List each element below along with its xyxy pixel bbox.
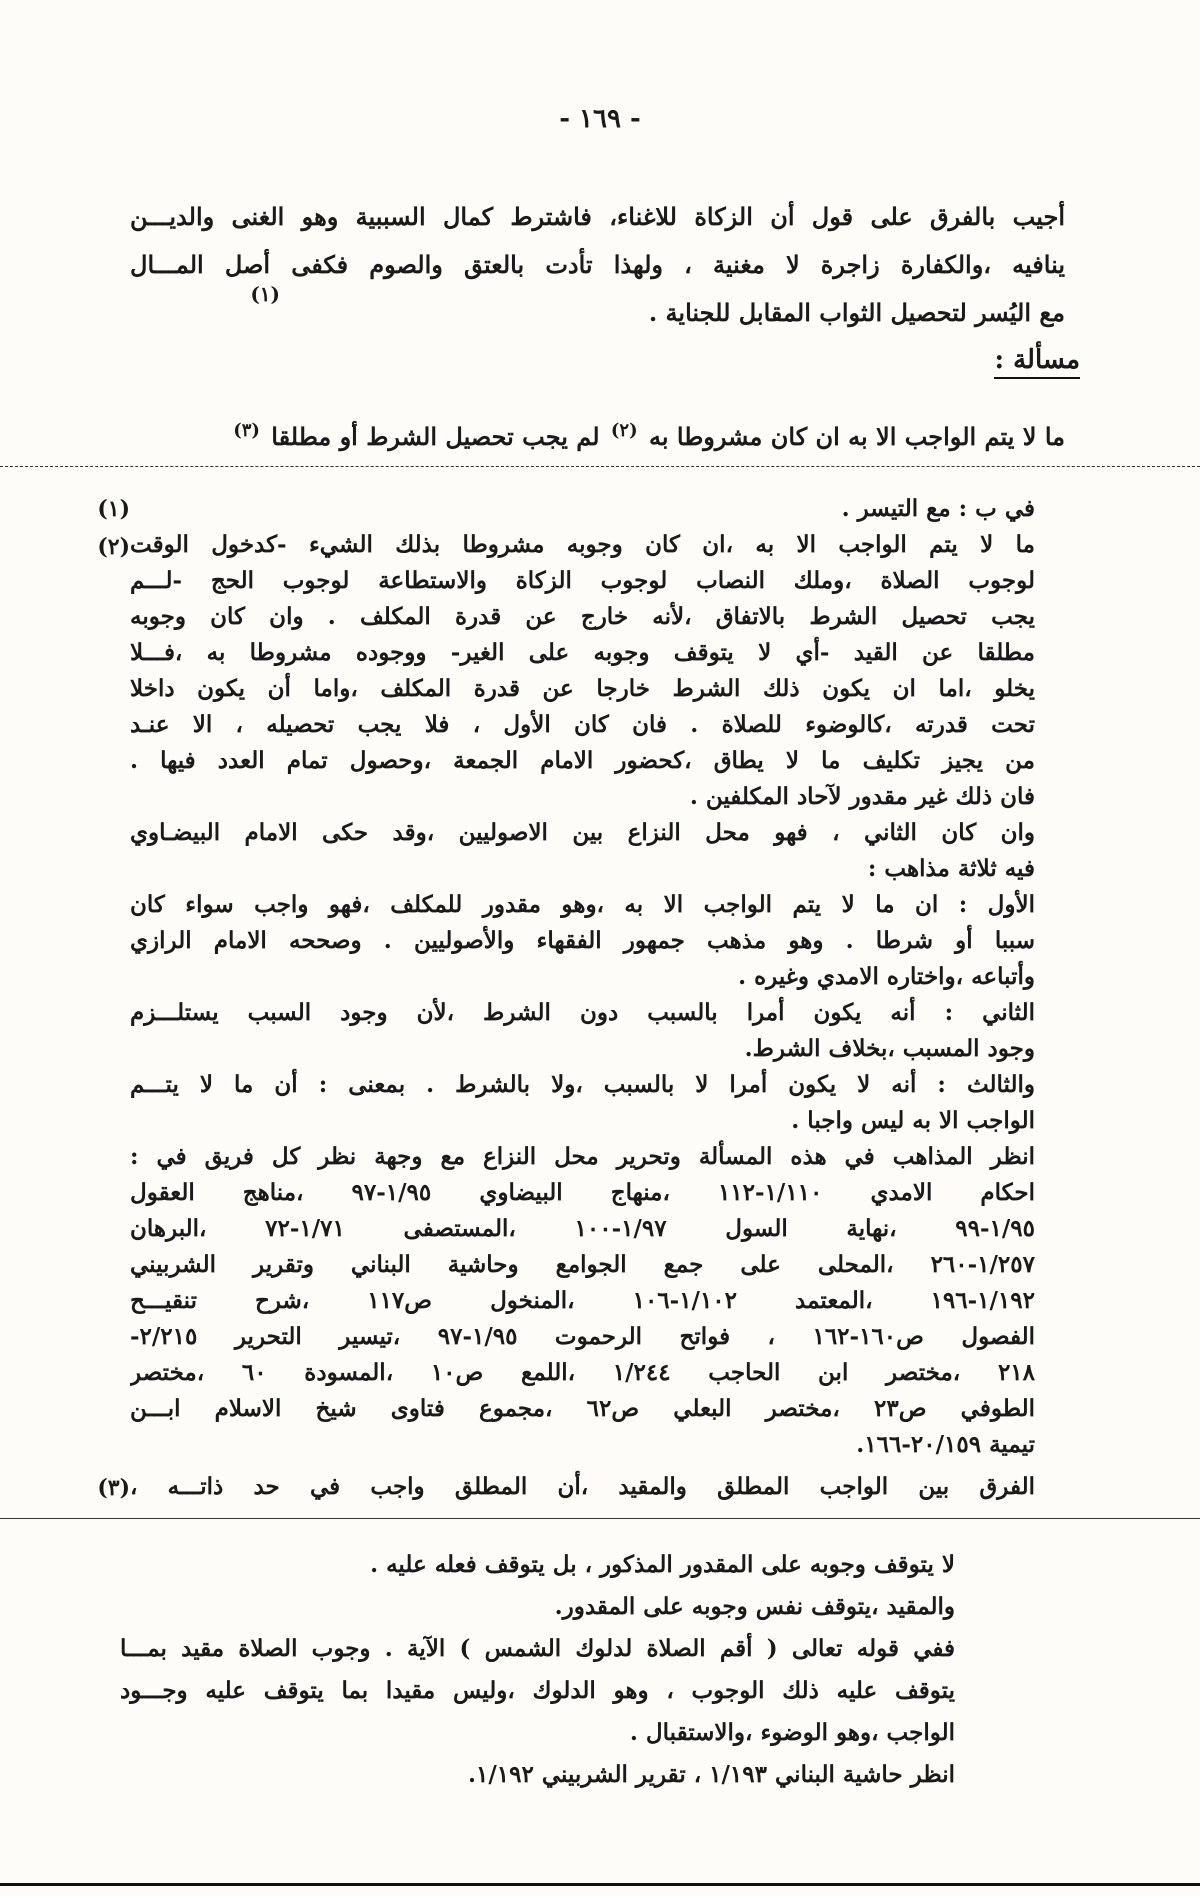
- main-line-2: ينافيه ،والكفارة زاجرة لا مغنية ، ولهذا تأدت بالعتق والصوم فكفى أصل المـــال: [130, 250, 1065, 279]
- footnote-2-line: لوجوب الصلاة ،وملك النصاب لوجوب الزكاة والاستطاعة لوجوب الحج -لـــم: [130, 567, 1035, 594]
- continuation-line: يتوقف عليه ذلك الوجوب ، وهو الدلوك ،وليس مقيدا بما يتوقف عليه وجـــود: [120, 1677, 955, 1704]
- footnote-2-line: سببا أو شرطا . وهو مذهب جمهور الفقهاء والأصوليين . وصححه الامام الرازي: [130, 927, 1035, 954]
- continuation-line: انظر حاشية البناني ١/١٩٣ ، تقرير الشربيني ١/١٩٢.: [467, 1761, 955, 1788]
- footnote-2-line: ١/١٩٢-١٩٦ ،المعتمد ١/١٠٢-١٠٦ ،المنخول ص١١٧ ،شرح تنقيـــح: [130, 1287, 1035, 1314]
- footnote-2-line: الواجب الا به ليس واجبا .: [791, 1107, 1035, 1134]
- footnote-2-line: تيمية ٢٠/١٥٩-١٦٦.: [856, 1431, 1035, 1458]
- footnote-1-text: في ب : مع التيسر .: [841, 495, 1035, 522]
- footnote-ref-3: (٣): [233, 420, 260, 441]
- footnote-2-line: مطلقا عن القيد -أي لا يتوقف وجوبه على الغير- ووجوده مشروطا به ،فـــلا: [130, 639, 1035, 666]
- footnote-2-line: انظر المذاهب في هذه المسألة وتحرير محل النزاع مع وجهة نظر كل فريق في :: [130, 1143, 1035, 1170]
- main-line-3-text: مع اليُسر لتحصيل الثواب المقابل للجناية .: [648, 298, 1065, 327]
- footnote-2-line: الطوفي ص٢٣ ،مختصر البعلي ص٦٢ ،مجموع فتاوى شيخ الاسلام ابـــن: [130, 1395, 1035, 1422]
- footnote-2-number: (٢): [97, 534, 130, 560]
- page-bottom-edge: [0, 1883, 1200, 1886]
- footnote-2-line: فان ذلك غير مقدور لآحاد المكلفين .: [689, 783, 1035, 810]
- page-continuation-separator: [0, 1518, 1200, 1519]
- footnote-separator: [0, 466, 1200, 467]
- footnote-3-text: الفرق بين الواجب المطلق والمقيد ،أن المطلق واجب في حد ذاتـــه ،: [130, 1473, 1035, 1500]
- footnote-3-number: (٣): [97, 1475, 130, 1501]
- footnote-2-line: الفصول ص١٦٠-١٦٢ ، فواتح الرحموت ١/٩٥-٩٧ ،تيسير التحرير ٢/٢١٥-: [130, 1323, 1035, 1350]
- footnote-2-line: تحت قدرته ،كالوضوء للصلاة . فان كان الأول ، فلا يجب تحصيله ، الا عنـد: [130, 711, 1035, 738]
- footnote-2-line: وان كان الثاني ، فهو محل النزاع بين الاصوليين ،وقد حكى الامام البيضـاوي: [130, 819, 1035, 846]
- footnote-2-line: ٢١٨ ،مختصر ابن الحاجب ١/٢٤٤ ،اللمع ص١٠ ،المسودة ٦٠ ،مختصر: [130, 1359, 1035, 1386]
- question-part-a: ما لا يتم الواجب الا به ان كان مشروطا به: [648, 422, 1065, 451]
- footnote-2-line: يجب تحصيل الشرط بالاتفاق ،لأنه خارج عن قدرة المكلف . وان كان وجوبه: [130, 603, 1035, 630]
- question-part-b: لم يجب تحصيل الشرط أو مطلقا: [271, 422, 600, 451]
- footnote-2-line: وأتباعه ،واختاره الامدي وغيره .: [738, 963, 1035, 990]
- section-heading: مسألة :: [994, 345, 1080, 379]
- footnote-2-line: ١/٩٥-٩٩ ،نهاية السول ١/٩٧-١٠٠ ،المستصفى ١/٧١-٧٢ ،البرهان: [130, 1215, 1035, 1242]
- footnote-2-line: الثاني : أنه يكون أمرا بالسبب دون الشرط ،لأن وجود السبب يستلـــزم: [130, 999, 1035, 1026]
- footnote-2-line: من يجيز تكليف ما لا يطاق ،كحضور الامام الجمعة ،وحصول تمام العدد فيها .: [130, 747, 1035, 774]
- continuation-line: لا يتوقف وجوبه على المقدور المذكور ، بل يتوقف فعله عليه .: [370, 1551, 955, 1578]
- continuation-line: ففي قوله تعالى ( أقم الصلاة لدلوك الشمس ) الآية . وجوب الصلاة مقيد بمـــا: [120, 1635, 955, 1662]
- continuation-line: والمقيد ،يتوقف نفس وجوبه على المقدور.: [554, 1593, 955, 1620]
- page-number: - ١٦٩ -: [559, 104, 641, 134]
- footnote-2-line: ما لا يتم الواجب الا به ،ان كان وجوبه مشروطا بذلك الشيء -كدخول الوقت: [130, 531, 1035, 558]
- footnote-2-line: ١/٢٥٧-٢٦٠ ،المحلى على جمع الجوامع وحاشية البناني وتقرير الشربيني: [130, 1251, 1035, 1278]
- footnote-2-line: فيه ثلاثة مذاهب :: [867, 855, 1035, 882]
- continuation-line: الواجب ،وهو الوضوء ،والاستقبال .: [629, 1719, 955, 1746]
- footnote-1-number: (١): [97, 496, 130, 522]
- footnote-2-line: والثالث : أنه لا يكون أمرا لا بالسبب ،ولا بالشرط . بمعنى : أن ما لا يتـــم: [130, 1071, 1035, 1098]
- footnote-2-line: وجود المسبب ،بخلاف الشرط.: [744, 1035, 1035, 1062]
- question-line: [130, 412, 1065, 456]
- footnote-2-line: احكام الامدي ١/١١٠-١١٢ ،منهاج البيضاوي ١/٩٥-٩٧ ،مناهج العقول: [130, 1179, 1035, 1206]
- footnote-2-line: يخلو ،اما ان يكون ذلك الشرط خارجا عن قدرة المكلف ،واما أن يكون داخلا: [130, 675, 1035, 702]
- main-line-1: أجيب بالفرق على قول أن الزكاة للاغناء، فاشترط كمال السببية وهو الغنى والديـــن: [130, 202, 1065, 231]
- footnote-ref-2: (٢): [610, 420, 638, 441]
- footnote-2-line: الأول : ان ما لا يتم الواجب الا به ،وهو مقدور للمكلف ،فهو واجب سواء كان: [130, 891, 1035, 918]
- footnote-ref-1: (١): [250, 282, 280, 306]
